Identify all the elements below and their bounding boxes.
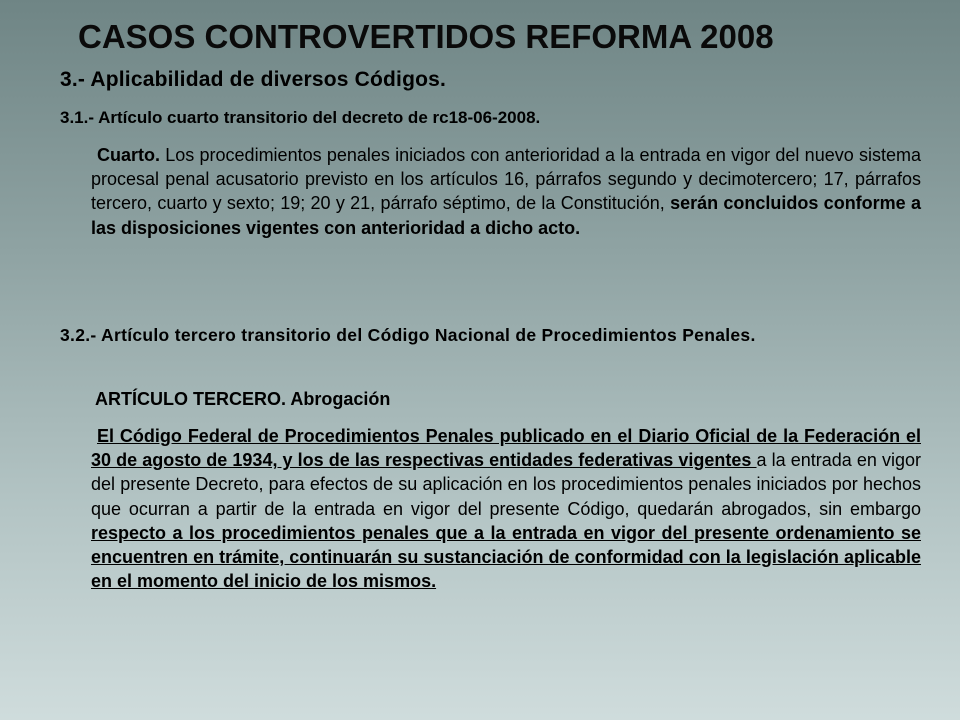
subsection-heading-3-1: 3.1.- Artículo cuarto transitorio del decreto de rc18-06-2008.: [60, 108, 541, 127]
article-cuarto-emphasis: serán concluidos conforme a las disposiciones vigentes con anterioridad a dicho acto.: [91, 193, 921, 238]
section-heading: 3.- Aplicabilidad de diversos Códigos.: [60, 68, 447, 91]
article-cuarto-paragraph: [91, 143, 921, 240]
article-tercero-underlined-lead: El Código Federal de Procedimientos Penales publicado en el Diario Oficial de la Federación el 30 de agosto de 1934, y los de las respectivas entidades federativas vigentes: [91, 426, 921, 471]
article-cuarto-lead: Cuarto.: [97, 145, 160, 165]
article-tercero-title-sub: Abrogación: [286, 389, 391, 409]
article-tercero-title: [95, 389, 390, 410]
article-tercero-paragraph: [91, 424, 921, 593]
article-tercero-underlined-tail: respecto a los procedimientos penales que a la entrada en vigor del presente ordenamiento se encuentren en trámite, continuarán su sustanciación de conformidad con la legislación aplicable en el momento del inicio de los mismos.: [91, 522, 921, 592]
article-tercero-body: a la entrada en vigor del presente Decreto, para efectos de su aplicación en los procedimientos penales iniciados por hechos que ocurran a partir de la entrada en vigor del presente Código, quedarán abrogados, sin embargo: [91, 450, 922, 519]
article-tercero-title-main: ARTÍCULO TERCERO.: [95, 389, 286, 409]
subsection-heading-3-2: 3.2.- Artículo tercero transitorio del Código Nacional de Procedimientos Penales.: [60, 325, 756, 345]
slide-title: CASOS CONTROVERTIDOS REFORMA 2008: [78, 18, 774, 55]
article-cuarto-body: Los procedimientos penales iniciados con anterioridad a la entrada en vigor del nuevo sistema procesal penal acusatorio previsto en los artículos 16, párrafos segundo y decimotercero; 17, párrafos tercero, cuarto y sexto; 19; 20 y 21, párrafo séptimo, de la Constitución,: [91, 145, 921, 214]
